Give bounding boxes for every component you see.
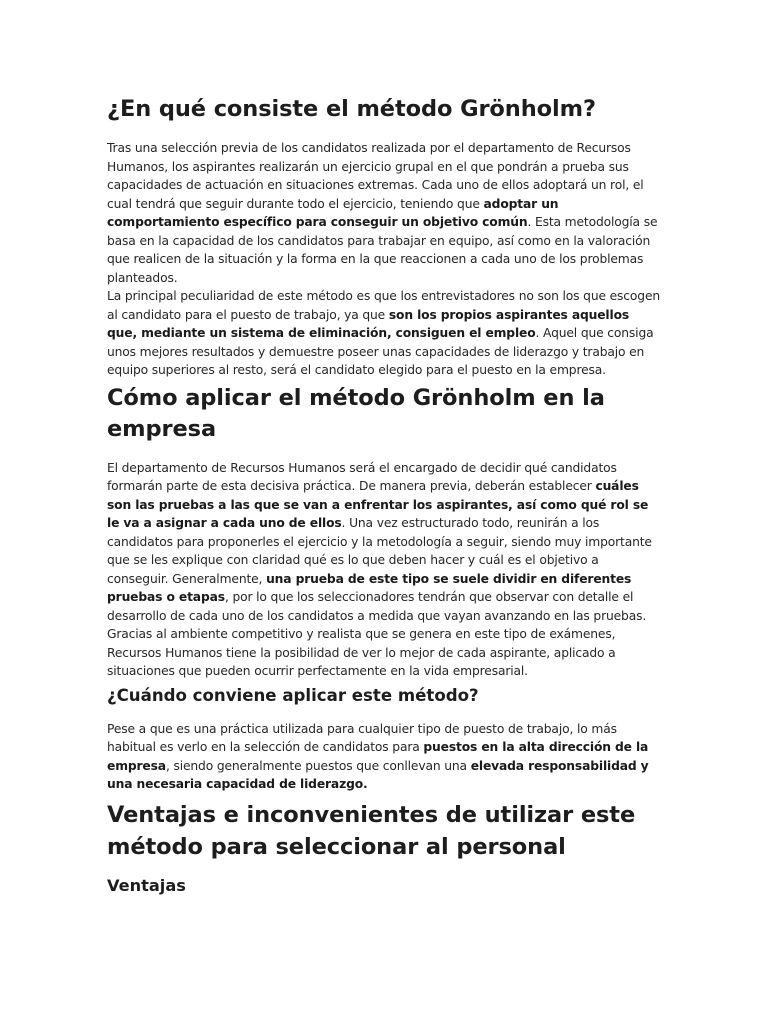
text-run: La principal peculiaridad de este método es que los entrevistadores no son los que escogen al candidato para el puesto de trabajo, ya que: [107, 289, 661, 322]
heading-cuando-conviene: ¿Cuándo conviene aplicar este método?: [107, 685, 479, 705]
bold-text-run: puestos en la alta dirección de la empresa: [107, 740, 649, 773]
text-run: Pese a que es una práctica utilizada para cualquier tipo de puesto de trabajo, lo más habitual es verlo en la selección de candidatos para: [107, 721, 617, 754]
subheading-ventajas: Ventajas: [107, 875, 186, 895]
bold-text-run: son los propios aspirantes aquellos que, mediante un sistema de eliminación, consiguen el empleo: [107, 307, 630, 340]
bold-text-run: una prueba de este tipo se suele dividir en diferentes pruebas o etapas: [107, 571, 632, 604]
bold-text-run: adoptar un comportamiento específico para conseguir un objetivo común: [107, 196, 559, 229]
paragraph-que-consiste-2: [107, 287, 663, 380]
paragraph-como-aplicar: [107, 459, 663, 681]
bold-text-run: elevada responsabilidad y una necesaria capacidad de liderazgo.: [107, 758, 649, 791]
heading-que-consiste: ¿En qué consiste el método Grönholm?: [107, 96, 596, 122]
text-run: El departamento de Recursos Humanos será el encargado de decidir qué candidatos formarán parte de esta decisiva práctica. De manera previa, deberán establecer: [107, 460, 617, 493]
text-run: . Esta metodología se basa en la capacidad de los candidatos para trabajar en equipo, así como en la valoración que realicen de la situación y la forma en la que reaccionen a cada uno de los problemas planteados.: [107, 215, 658, 285]
text-run: Tras una selección previa de los candidatos realizada por el departamento de Recursos Humanos, los aspirantes realizarán un ejercicio grupal en el que pondrán a prueba sus capacidades de actuación en situaciones extremas. Cada uno de ellos adoptará un rol, el cual tendrá que seguir durante todo el ejercicio, teniendo que: [107, 141, 644, 211]
text-run: , siendo generalmente puestos que conllevan una: [165, 758, 471, 773]
bold-text-run: cuáles son las pruebas a las que se van a enfrentar los aspirantes, así como qué rol se le va a asignar a cada uno de ellos: [107, 479, 649, 530]
text-run: . Una vez estructurado todo, reunirán a los candidatos para proponerles el ejercicio y la metodología a seguir, siendo muy importante que se les explique con claridad qué es lo que deben hacer y cuál es el objetivo a conseguir. Generalmente,: [107, 516, 652, 586]
text-run: . Aquel que consiga unos mejores resultados y demuestre poseer unas capacidades de liderazgo y trabajo en equipo superiores al resto, será el candidato elegido para el puesto en la empresa.: [107, 326, 654, 377]
text-run: , por lo que los seleccionadores tendrán que observar con detalle el desarrollo de cada uno de los candidatos a medida que vayan avanzando en las pruebas. Gracias al ambiente competitivo y realista que se genera en este tipo de exámenes, Recursos Humanos tiene la posibilidad de ver lo mejor de cada aspirante, aplicado a situaciones que pueden ocurrir perfectamente en la vida empresarial.: [107, 590, 647, 678]
heading-como-aplicar: Cómo aplicar el método Grönholm en la empresa: [107, 384, 605, 442]
heading-ventajas-inconvenientes: Ventajas e inconvenientes de utilizar este método para seleccionar al personal: [107, 801, 636, 860]
paragraph-cuando-conviene: [107, 720, 663, 794]
paragraph-que-consiste-1: [107, 139, 663, 287]
document-page: [107, 94, 663, 897]
